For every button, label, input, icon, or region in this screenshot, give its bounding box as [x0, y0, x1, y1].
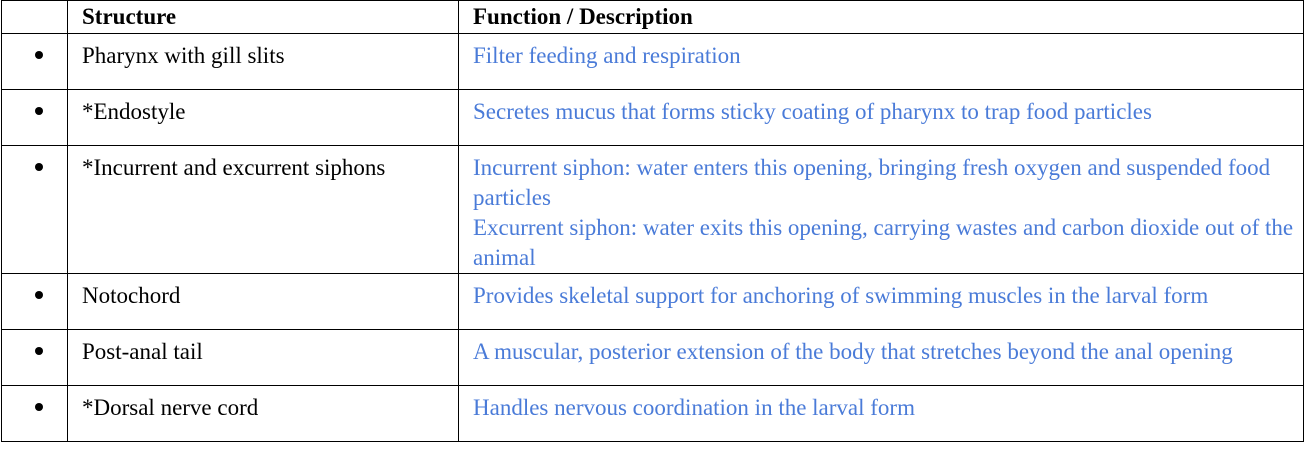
- table-row: [2, 146, 1304, 274]
- structure-cell: *Incurrent and excurrent siphons: [68, 146, 459, 274]
- bullet-icon: [35, 291, 43, 299]
- function-cell: [459, 34, 1304, 90]
- bullet-cell: [2, 146, 68, 274]
- function-text: Excurrent siphon: water exits this opening, carrying wastes and carbon dioxide out of the animal: [473, 215, 1294, 270]
- structure-cell: Post-anal tail: [68, 330, 459, 386]
- function-cell: [459, 146, 1304, 274]
- structure-cell: Notochord: [68, 274, 459, 330]
- function-cell: [459, 386, 1304, 442]
- function-text: Secretes mucus that forms sticky coating of pharynx to trap food particles: [473, 99, 1152, 124]
- chordate-structures-table: [1, 0, 1304, 442]
- table-row: [2, 386, 1304, 442]
- function-cell: [459, 274, 1304, 330]
- function-text: Provides skeletal support for anchoring of swimming muscles in the larval form: [473, 283, 1209, 308]
- bullet-icon: [35, 51, 43, 59]
- bullet-icon: [35, 403, 43, 411]
- function-text: Filter feeding and respiration: [473, 43, 741, 68]
- table-row: [2, 90, 1304, 146]
- table-row: [2, 274, 1304, 330]
- bullet-cell: [2, 330, 68, 386]
- structure-cell: *Endostyle: [68, 90, 459, 146]
- structure-cell: *Dorsal nerve cord: [68, 386, 459, 442]
- header-structure: Structure: [68, 1, 459, 34]
- bullet-icon: [35, 347, 43, 355]
- bullet-cell: [2, 34, 68, 90]
- bullet-icon: [35, 163, 43, 171]
- function-text: Handles nervous coordination in the larval form: [473, 395, 915, 420]
- function-text: A muscular, posterior extension of the body that stretches beyond the anal opening: [473, 339, 1233, 364]
- function-text: Incurrent siphon: water enters this opening, bringing fresh oxygen and suspended food particles: [473, 155, 1271, 210]
- function-cell: [459, 90, 1304, 146]
- header-row: [2, 1, 1304, 34]
- bullet-cell: [2, 386, 68, 442]
- table-row: [2, 34, 1304, 90]
- bullet-cell: [2, 90, 68, 146]
- header-function: Function / Description: [459, 1, 1304, 34]
- bullet-icon: [35, 107, 43, 115]
- table-row: [2, 330, 1304, 386]
- structure-cell: Pharynx with gill slits: [68, 34, 459, 90]
- header-blank-cell: [2, 1, 68, 34]
- function-cell: [459, 330, 1304, 386]
- bullet-cell: [2, 274, 68, 330]
